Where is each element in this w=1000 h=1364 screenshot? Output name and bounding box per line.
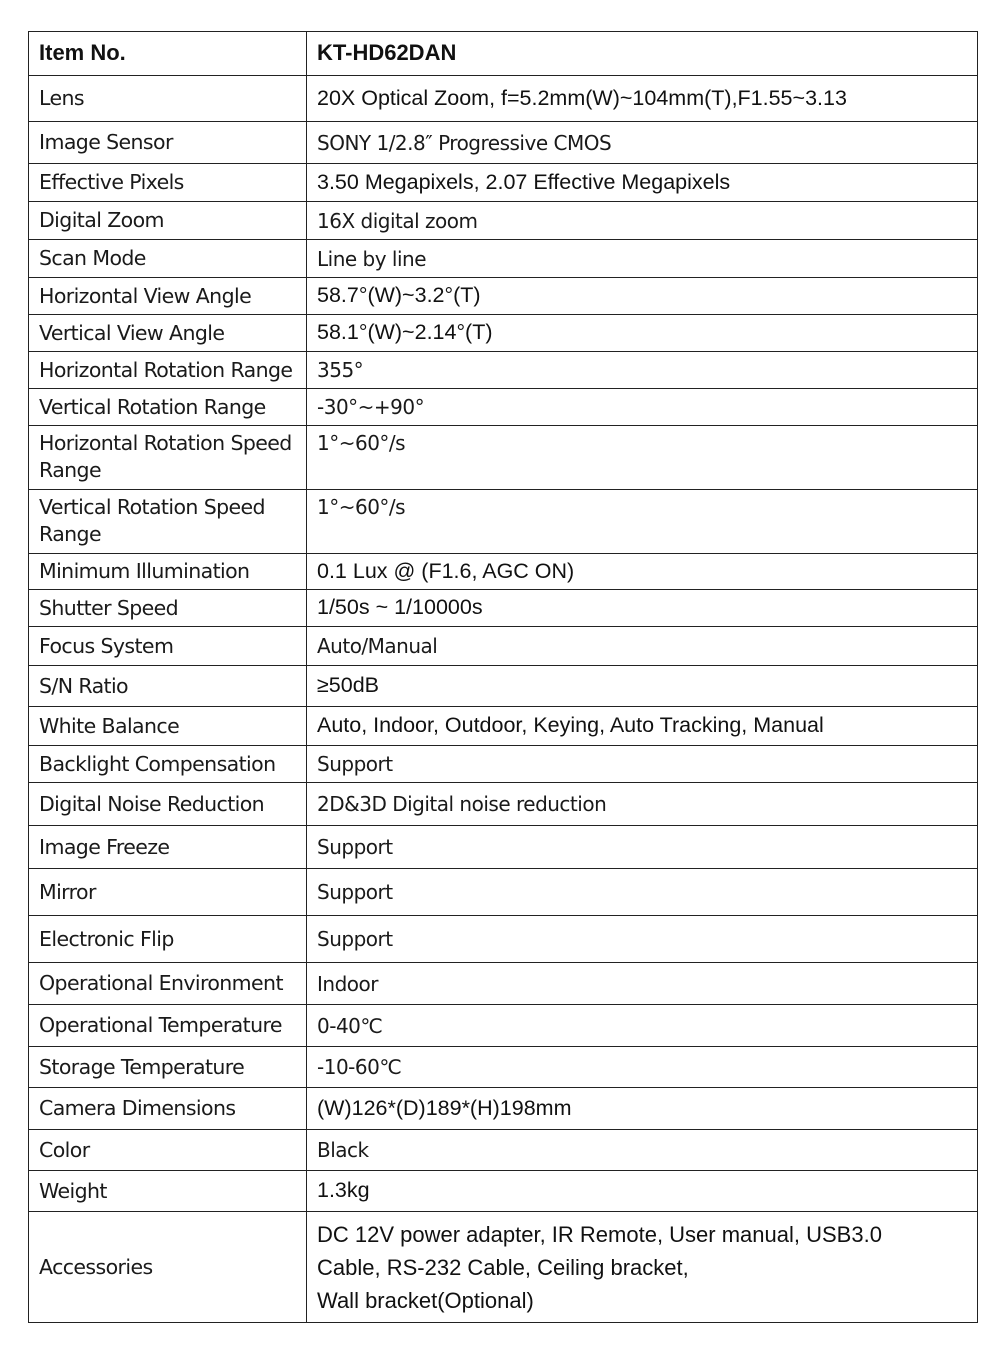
row-label: Image Freeze	[29, 826, 307, 869]
table-row	[29, 352, 978, 389]
row-value: Support	[307, 746, 978, 783]
row-value: (W)126*(D)189*(H)198mm	[307, 1088, 978, 1130]
row-value: 355°	[307, 352, 978, 389]
table-row	[29, 826, 978, 869]
table-row	[29, 627, 978, 666]
row-value: Line by line	[307, 240, 978, 278]
row-value: -30°~+90°	[307, 389, 978, 426]
table-row	[29, 916, 978, 963]
row-label: Operational Temperature	[29, 1005, 307, 1047]
row-label: Image Sensor	[29, 122, 307, 164]
row-label: Digital Zoom	[29, 202, 307, 240]
table-row	[29, 1171, 978, 1212]
accessories-value	[307, 1212, 978, 1323]
table-header-row	[29, 32, 978, 76]
table-row	[29, 1005, 978, 1047]
row-label: Storage Temperature	[29, 1047, 307, 1088]
row-label: Camera Dimensions	[29, 1088, 307, 1130]
row-label: Minimum Illumination	[29, 554, 307, 590]
row-label: Scan Mode	[29, 240, 307, 278]
table-row	[29, 869, 978, 916]
table-row	[29, 590, 978, 627]
row-value: Support	[307, 916, 978, 963]
row-label: Vertical Rotation Range	[29, 389, 307, 426]
row-value: 20X Optical Zoom, f=5.2mm(W)~104mm(T),F1.55~3.13	[307, 76, 978, 122]
row-label: Digital Noise Reduction	[29, 783, 307, 826]
row-label: Shutter Speed	[29, 590, 307, 627]
row-label: Weight	[29, 1171, 307, 1212]
row-label: Focus System	[29, 627, 307, 666]
row-label: Effective Pixels	[29, 164, 307, 202]
table-row	[29, 1212, 978, 1323]
row-value: SONY 1/2.8″ Progressive CMOS	[307, 122, 978, 164]
row-value: 1°~60°/s	[307, 426, 978, 490]
row-label: Horizontal Rotation Speed Range	[29, 426, 307, 490]
row-value: -10-60℃	[307, 1047, 978, 1088]
table-row	[29, 164, 978, 202]
row-value: 1°~60°/s	[307, 490, 978, 554]
row-label: Vertical Rotation Speed Range	[29, 490, 307, 554]
row-label: Vertical View Angle	[29, 315, 307, 352]
row-label: Operational Environment	[29, 963, 307, 1005]
item-no-value: KT-HD62DAN	[307, 32, 978, 76]
row-value: Black	[307, 1130, 978, 1171]
row-value: 2D&3D Digital noise reduction	[307, 783, 978, 826]
table-row	[29, 389, 978, 426]
row-label: S/N Ratio	[29, 666, 307, 707]
spec-table	[28, 31, 978, 1323]
row-value: 0-40℃	[307, 1005, 978, 1047]
row-label: Horizontal Rotation Range	[29, 352, 307, 389]
table-row	[29, 1088, 978, 1130]
table-row	[29, 76, 978, 122]
table-row	[29, 707, 978, 746]
row-value: 3.50 Megapixels, 2.07 Effective Megapixels	[307, 164, 978, 202]
row-label: Color	[29, 1130, 307, 1171]
table-row	[29, 1130, 978, 1171]
row-label: Accessories	[29, 1212, 307, 1323]
table-row	[29, 315, 978, 352]
row-value: ≥50dB	[307, 666, 978, 707]
row-value: 58.1°(W)~2.14°(T)	[307, 315, 978, 352]
table-row	[29, 1047, 978, 1088]
table-row	[29, 426, 978, 490]
table-row	[29, 490, 978, 554]
row-value: Support	[307, 869, 978, 916]
table-row	[29, 202, 978, 240]
table-row	[29, 746, 978, 783]
row-label: Lens	[29, 76, 307, 122]
table-row	[29, 666, 978, 707]
table-row	[29, 963, 978, 1005]
table-row	[29, 278, 978, 315]
row-label: Horizontal View Angle	[29, 278, 307, 315]
row-value: 1.3kg	[307, 1171, 978, 1212]
table-row	[29, 122, 978, 164]
accessories-line: DC 12V power adapter, IR Remote, User manual, USB3.0	[317, 1221, 882, 1247]
row-label: White Balance	[29, 707, 307, 746]
table-row	[29, 554, 978, 590]
table-row	[29, 240, 978, 278]
row-value: 1/50s ~ 1/10000s	[307, 590, 978, 627]
row-value: 16X digital zoom	[307, 202, 978, 240]
row-label: Mirror	[29, 869, 307, 916]
row-value: 58.7°(W)~3.2°(T)	[307, 278, 978, 315]
row-value: Auto, Indoor, Outdoor, Keying, Auto Tracking, Manual	[307, 707, 978, 746]
row-label: Electronic Flip	[29, 916, 307, 963]
row-value: Auto/Manual	[307, 627, 978, 666]
accessories-line: Wall bracket(Optional)	[317, 1287, 534, 1313]
row-value: Indoor	[307, 963, 978, 1005]
row-value: 0.1 Lux @ (F1.6, AGC ON)	[307, 554, 978, 590]
table-row	[29, 783, 978, 826]
row-label: Backlight Compensation	[29, 746, 307, 783]
accessories-line: Cable, RS-232 Cable, Ceiling bracket,	[317, 1254, 689, 1280]
row-value: Support	[307, 826, 978, 869]
item-no-label: Item No.	[29, 32, 307, 76]
